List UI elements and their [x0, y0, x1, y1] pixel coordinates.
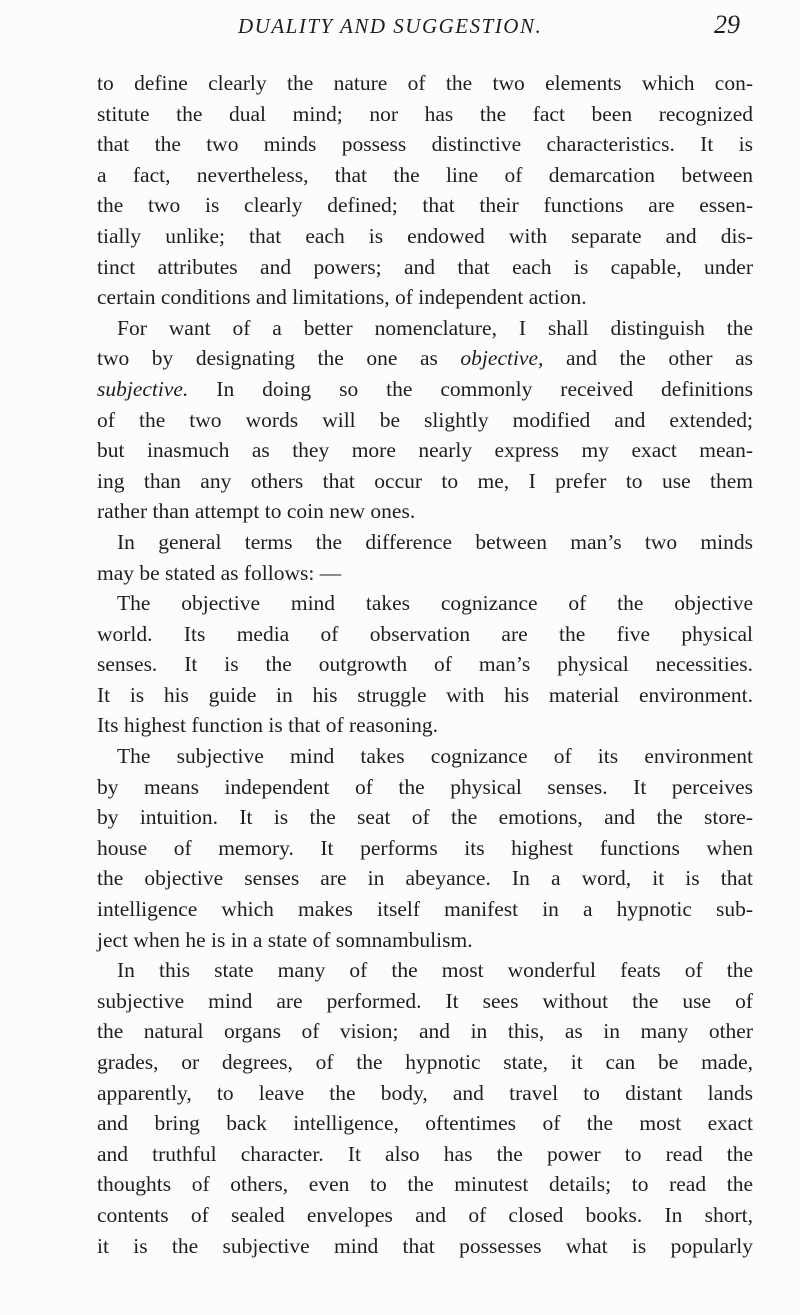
text-segment: In doing so the commonly received definitions — [188, 376, 753, 401]
text-line — [97, 68, 753, 99]
text-line — [97, 496, 753, 527]
text-line — [97, 925, 753, 956]
text-line — [97, 649, 753, 680]
text-segment: stitute the dual mind; nor has the fact been recognized — [97, 101, 753, 126]
text-segment: The objective mind takes cognizance of the objective — [117, 591, 753, 616]
text-line — [97, 466, 753, 497]
text-segment: may be stated as follows: — — [97, 560, 342, 585]
text-segment: to define clearly the nature of the two elements which con- — [97, 71, 753, 95]
text-segment: apparently, to leave the body, and travel to distant lands — [97, 1080, 753, 1105]
text-segment: In this state many of the most wonderful feats of the — [117, 958, 753, 983]
text-segment: world. Its media of observation are the five physical — [97, 621, 753, 646]
text-line — [97, 863, 753, 894]
text-line — [97, 1078, 753, 1109]
text-line — [97, 343, 753, 374]
text-segment: The subjective mind takes cognizance of its environment — [117, 744, 753, 769]
page-header — [0, 8, 800, 44]
text-line — [97, 741, 753, 772]
text-line — [97, 802, 753, 833]
text-segment: grades, or degrees, of the hypnotic state, it can be made, — [97, 1050, 753, 1074]
text-line — [97, 833, 753, 864]
text-line — [97, 1169, 753, 1200]
text-segment: and the other as — [543, 346, 753, 371]
text-line — [97, 619, 753, 650]
text-line — [97, 160, 753, 191]
page-number: 29 — [714, 10, 740, 39]
text-segment: the natural organs of vision; and in this, as in many other — [97, 1019, 753, 1044]
text-segment: rather than attempt to coin new ones. — [97, 499, 416, 524]
text-segment: house of memory. It performs its highest functions when — [97, 835, 753, 860]
text-line — [97, 252, 753, 283]
text-line — [97, 588, 753, 619]
text-segment: intelligence which makes itself manifest in a hypnotic sub- — [97, 897, 753, 922]
text-segment: by means independent of the physical senses. It perceives — [97, 774, 753, 799]
text-segment: senses. It is the outgrowth of man’s physical necessities. — [97, 652, 753, 677]
text-line — [97, 282, 753, 313]
text-segment: and bring back intelligence, oftentimes of the most exact — [97, 1111, 753, 1136]
text-line — [97, 435, 753, 466]
text-line — [97, 374, 753, 405]
text-line — [97, 986, 753, 1017]
text-line — [97, 710, 753, 741]
text-segment: a fact, nevertheless, that the line of demarcation between — [97, 162, 753, 187]
text-line — [97, 129, 753, 160]
text-segment: thoughts of others, even to the minutest details; to read the — [97, 1172, 753, 1197]
text-line — [97, 1200, 753, 1231]
text-segment: contents of sealed envelopes and of closed books. In short, — [97, 1202, 753, 1227]
text-line — [97, 1139, 753, 1170]
text-line — [97, 955, 753, 986]
text-segment: subjective mind are performed. It sees without the use of — [97, 988, 753, 1013]
text-line — [97, 99, 753, 130]
text-segment: tially unlike; that each is endowed with separate and dis- — [97, 223, 753, 248]
text-line — [97, 1047, 753, 1078]
text-line — [97, 772, 753, 803]
text-line — [97, 680, 753, 711]
text-line — [97, 1108, 753, 1139]
text-line — [97, 1016, 753, 1047]
text-segment: of the two words will be slightly modified and extended; — [97, 407, 753, 432]
text-line — [97, 558, 753, 589]
text-segment: ject when he is in a state of somnambulism. — [97, 927, 473, 952]
text-line — [97, 527, 753, 558]
text-line — [97, 405, 753, 436]
text-segment: that the two minds possess distinctive characteristics. It is — [97, 132, 753, 157]
text-line — [97, 221, 753, 252]
text-segment: ing than any others that occur to me, I prefer to use them — [97, 468, 753, 493]
text-line — [97, 1231, 753, 1262]
text-line — [97, 894, 753, 925]
text-segment: it is the subjective mind that possesses what is popularly — [97, 1233, 753, 1258]
body-text — [97, 68, 753, 1261]
text-segment: by intuition. It is the seat of the emotions, and the store- — [97, 805, 753, 830]
text-segment: It is his guide in his struggle with his material environment. — [97, 682, 753, 707]
text-segment: In general terms the difference between man’s two minds — [117, 529, 753, 554]
italic-term: objective, — [460, 346, 544, 371]
text-segment: but inasmuch as they more nearly express my exact mean- — [97, 438, 753, 463]
text-segment: the two is clearly defined; that their functions are essen- — [97, 193, 753, 218]
text-line — [97, 313, 753, 344]
text-segment: and truthful character. It also has the power to read the — [97, 1141, 753, 1166]
text-segment: tinct attributes and powers; and that each is capable, under — [97, 254, 753, 279]
text-segment: two by designating the one as — [97, 346, 461, 371]
text-line — [97, 190, 753, 221]
text-segment: the objective senses are in abeyance. In a word, it is that — [97, 866, 753, 891]
text-segment: For want of a better nomenclature, I shall distinguish the — [117, 315, 753, 340]
running-title: DUALITY AND SUGGESTION. — [238, 14, 543, 38]
text-segment: certain conditions and limitations, of independent action. — [97, 285, 587, 310]
text-segment: Its highest function is that of reasoning. — [97, 713, 438, 738]
italic-term: subjective. — [97, 376, 189, 401]
